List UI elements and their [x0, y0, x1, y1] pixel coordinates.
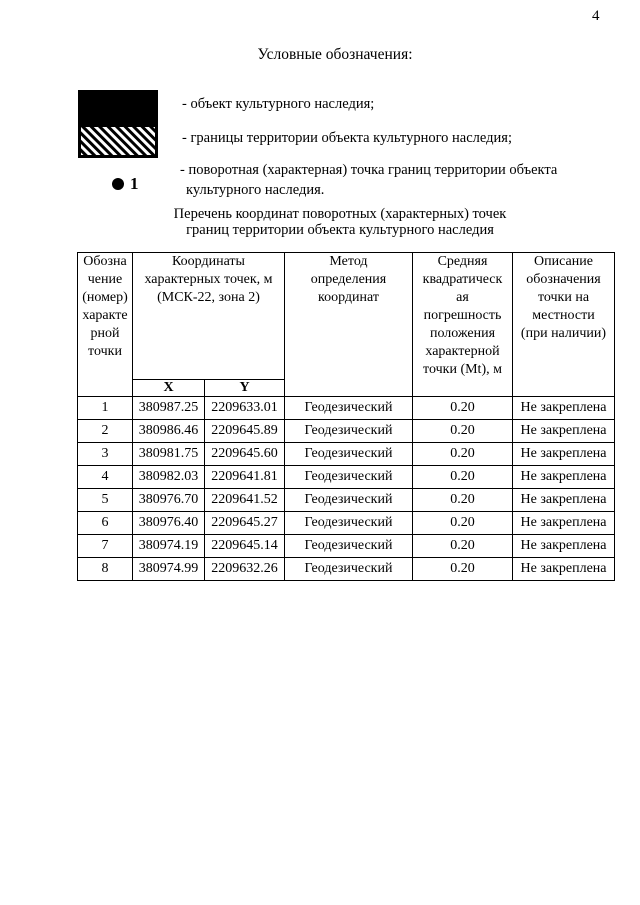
cell-point-number: 2 [78, 420, 133, 443]
table-title [0, 206, 640, 238]
cell-accuracy: 0.20 [413, 397, 513, 420]
header-coordinates: Координаты характерных точек, м (МСК-22, зона 2) [133, 253, 285, 380]
cell-description: Не закреплена [513, 489, 615, 512]
legend-label-turning-point-line1: - поворотная (характерная) точка границ территории объекта [180, 162, 558, 178]
table-row [78, 489, 615, 512]
table-row [78, 512, 615, 535]
point-marker-label: 1 [130, 174, 139, 193]
legend-label-turning-point [180, 160, 557, 200]
cell-x: 380976.70 [133, 489, 205, 512]
cell-x: 380974.99 [133, 558, 205, 581]
point-dot-icon [112, 178, 124, 190]
cell-y: 2209641.52 [205, 489, 285, 512]
cell-description: Не закреплена [513, 397, 615, 420]
legend-label-territory-boundary: - границы территории объекта культурного наследия; [182, 130, 512, 146]
cell-x: 380987.25 [133, 397, 205, 420]
cell-description: Не закреплена [513, 535, 615, 558]
cell-point-number: 3 [78, 443, 133, 466]
legend-label-turning-point-line2: культурного наследия. [186, 182, 325, 198]
cell-y: 2209641.81 [205, 466, 285, 489]
table-title-line2: границ территории объекта культурного наследия [186, 222, 494, 238]
table-row [78, 420, 615, 443]
cell-x: 380976.40 [133, 512, 205, 535]
cell-point-number: 6 [78, 512, 133, 535]
cell-method: Геодезический [285, 397, 413, 420]
cell-point-number: 7 [78, 535, 133, 558]
cell-y: 2209645.27 [205, 512, 285, 535]
cell-point-number: 5 [78, 489, 133, 512]
cell-description: Не закреплена [513, 420, 615, 443]
cell-x: 380982.03 [133, 466, 205, 489]
cell-y: 2209645.89 [205, 420, 285, 443]
legend-point-marker [112, 174, 139, 194]
table-title-line1: Перечень координат поворотных (характерных) точек [173, 206, 507, 222]
cell-description: Не закреплена [513, 512, 615, 535]
cell-y: 2209645.60 [205, 443, 285, 466]
header-method: Метод определения координат [285, 253, 413, 397]
table-row [78, 558, 615, 581]
cell-accuracy: 0.20 [413, 535, 513, 558]
cell-accuracy: 0.20 [413, 443, 513, 466]
cell-method: Геодезический [285, 466, 413, 489]
cell-accuracy: 0.20 [413, 466, 513, 489]
cell-description: Не закреплена [513, 558, 615, 581]
cell-method: Геодезический [285, 489, 413, 512]
table-row [78, 535, 615, 558]
cell-y: 2209632.26 [205, 558, 285, 581]
cell-method: Геодезический [285, 535, 413, 558]
cell-y: 2209645.14 [205, 535, 285, 558]
cell-point-number: 8 [78, 558, 133, 581]
legend-swatch-heritage-object [78, 90, 158, 124]
cell-point-number: 1 [78, 397, 133, 420]
cell-y: 2209633.01 [205, 397, 285, 420]
header-x: X [133, 380, 205, 397]
cell-point-number: 4 [78, 466, 133, 489]
legend-swatch-territory-boundary [78, 124, 158, 158]
cell-accuracy: 0.20 [413, 558, 513, 581]
cell-description: Не закреплена [513, 466, 615, 489]
legend-label-heritage-object: - объект культурного наследия; [182, 96, 375, 112]
table-row [78, 466, 615, 489]
header-y: Y [205, 380, 285, 397]
legend-title: Условные обозначения: [257, 46, 413, 63]
header-description: Описание обозначения точки на местности (при наличии) [513, 253, 615, 397]
cell-method: Геодезический [285, 512, 413, 535]
cell-accuracy: 0.20 [413, 420, 513, 443]
coordinates-table [77, 252, 615, 581]
cell-method: Геодезический [285, 443, 413, 466]
cell-description: Не закреплена [513, 443, 615, 466]
header-designation: Обозна чение (номер) характе рной точки [78, 253, 133, 397]
cell-x: 380981.75 [133, 443, 205, 466]
table-row [78, 397, 615, 420]
cell-accuracy: 0.20 [413, 489, 513, 512]
header-accuracy: Средняя квадратическ ая погрешность положения характерной точки (Mt), м [413, 253, 513, 397]
cell-method: Геодезический [285, 420, 413, 443]
cell-x: 380974.19 [133, 535, 205, 558]
hatch-pattern-icon [81, 127, 155, 155]
page-number: 4 [592, 8, 600, 24]
cell-accuracy: 0.20 [413, 512, 513, 535]
cell-method: Геодезический [285, 558, 413, 581]
cell-x: 380986.46 [133, 420, 205, 443]
table-row [78, 443, 615, 466]
